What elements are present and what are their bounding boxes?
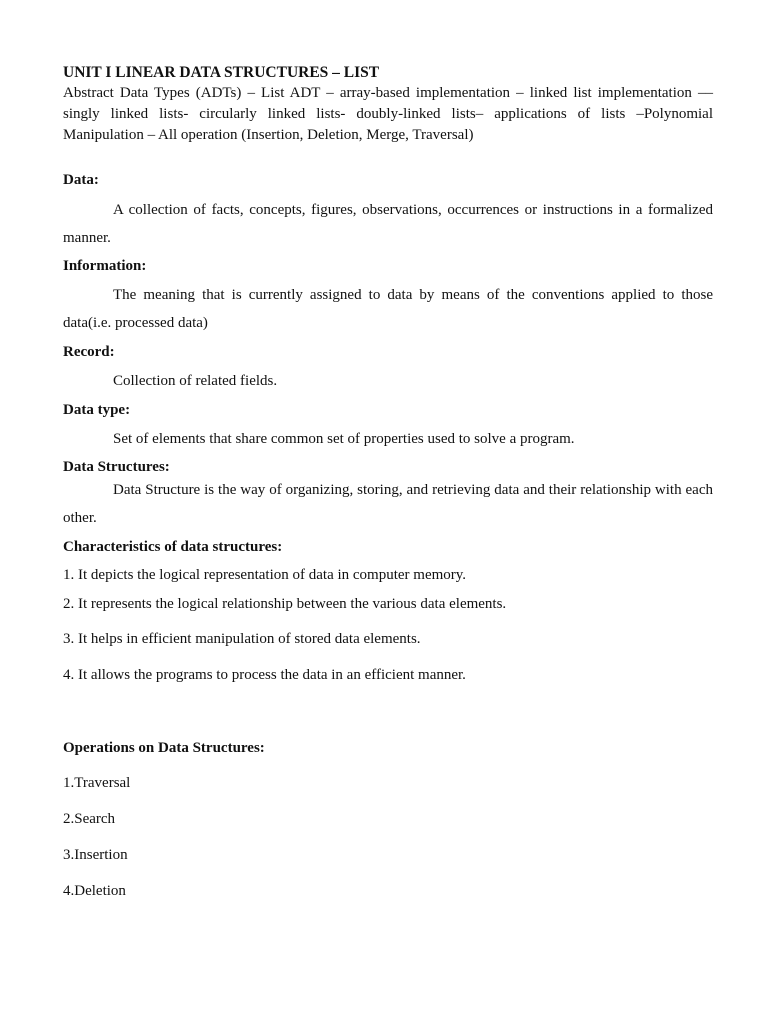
characteristic-item: 3. It helps in efficient manipulation of stored data elements.: [63, 631, 421, 647]
characteristics-heading: Characteristics of data structures:: [63, 539, 283, 555]
operation-item: 4.Deletion: [63, 883, 126, 899]
record-heading: Record:: [63, 344, 115, 360]
characteristic-item: 1. It depicts the logical representation of data in computer memory.: [63, 567, 467, 583]
operations-heading: Operations on Data Structures:: [63, 740, 265, 756]
data-definition: A collection of facts, concepts, figures, observations, occurrences or instructions in a formalized manner.: [63, 202, 713, 246]
data-type-definition: Set of elements that share common set of properties used to solve a program.: [113, 431, 575, 447]
operation-item: 3.Insertion: [63, 847, 128, 863]
unit-title: UNIT I LINEAR DATA STRUCTURES – LIST: [63, 64, 380, 81]
characteristic-item: 4. It allows the programs to process the data in an efficient manner.: [63, 667, 466, 683]
operation-item: 2.Search: [63, 811, 116, 827]
information-definition: The meaning that is currently assigned to data by means of the conventions applied to those data(i.e. processed data): [63, 287, 713, 331]
characteristic-item: 2. It represents the logical relationship between the various data elements.: [63, 596, 507, 612]
record-definition: Collection of related fields.: [113, 373, 278, 389]
data-heading: Data:: [63, 172, 99, 188]
unit-syllabus: Abstract Data Types (ADTs) – List ADT – array-based implementation – linked list implementation ––singly linked lists- circularly linked lists- doubly-linked lists– applications of lists –Polynomial Manipulation – All operation (Insertion, Deletion, Merge, Traversal): [63, 85, 713, 143]
information-heading: Information:: [63, 258, 147, 274]
data-structures-heading: Data Structures:: [63, 459, 170, 475]
operation-item: 1.Traversal: [63, 775, 131, 791]
data-type-heading: Data type:: [63, 402, 131, 418]
data-structures-definition: Data Structure is the way of organizing, storing, and retrieving data and their relationship with each other.: [63, 482, 713, 526]
